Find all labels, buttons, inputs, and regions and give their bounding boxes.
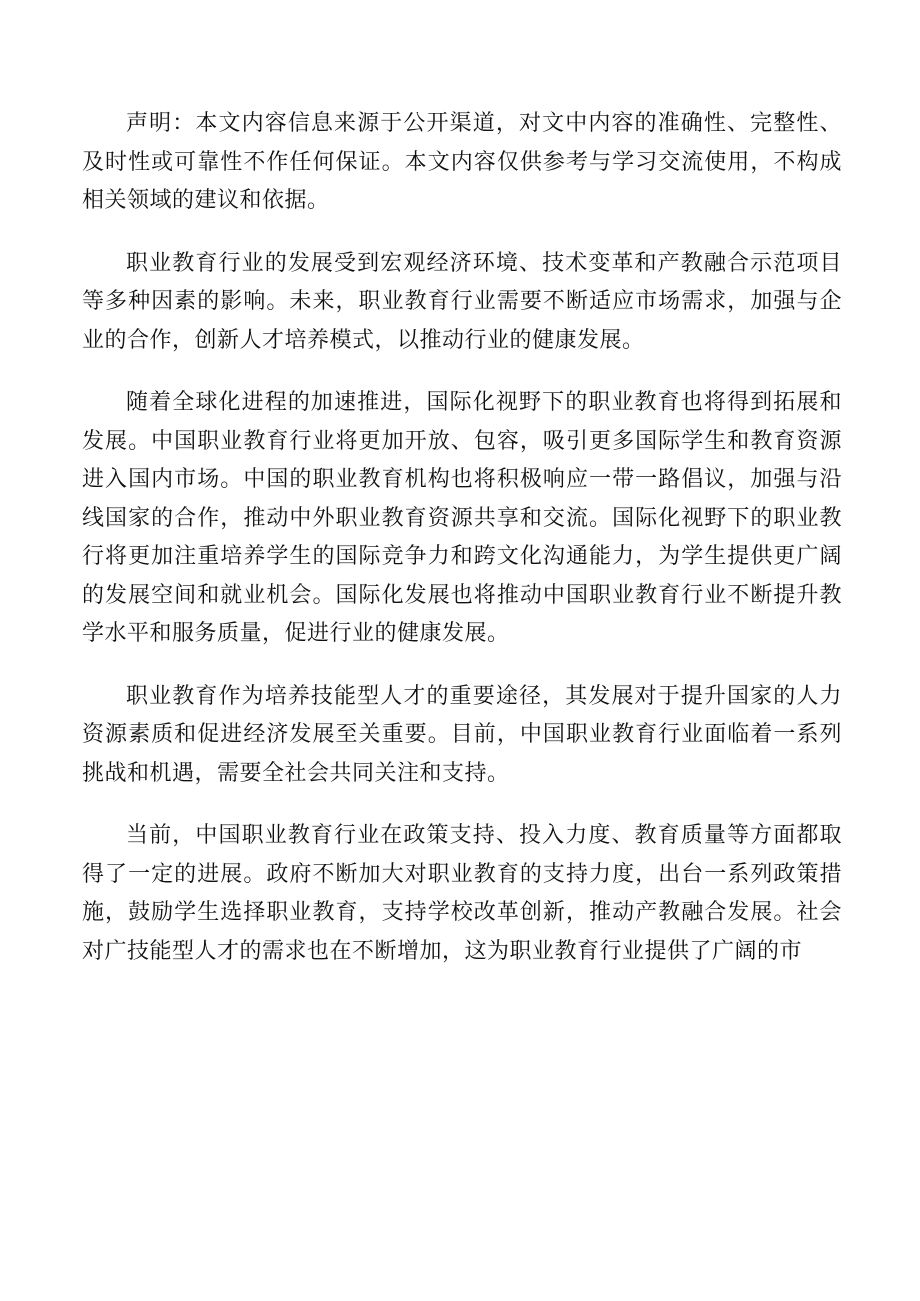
body-paragraph-2: 随着全球化进程的加速推进，国际化视野下的职业教育也将得到拓展和发展。中国职业教育行业将更加开放、包容，吸引更多国际学生和教育资源进入国内市场。中国的职业教育机构也将积极响应一带一路倡议，加强与沿线国家的合作，推动中外职业教育资源共享和交流。国际化视野下的职业教行将更加注重培养学生的国际竞争力和跨文化沟通能力，为学生提供更广阔的发展空间和就业机会。国际化发展也将推动中国职业教育行业不断提升教学水平和服务质量，促进行业的健康发展。 [82,390,842,646]
body-paragraph-4: 当前，中国职业教育行业在政策支持、投入力度、教育质量等方面都取得了一定的进展。政府不断加大对职业教育的支持力度，出台一系列政策措施，鼓励学生选择职业教育，支持学校改革创新，推动产教融合发展。社会对广技能型人才的需求也在不断增加，这为职业教育行业提供了广阔的市 [82,823,842,964]
body-paragraph-3: 职业教育作为培养技能型人才的重要途径，其发展对于提升国家的人力资源素质和促进经济发展至关重要。目前，中国职业教育行业面临着一系列挑战和机遇，需要全社会共同关注和支持。 [82,683,842,786]
body-paragraph-1: 职业教育行业的发展受到宏观经济环境、技术变革和产教融合示范项目等多种因素的影响。未来，职业教育行业需要不断适应市场需求，加强与企业的合作，创新人才培养模式，以推动行业的健康发展。 [82,250,842,353]
disclaimer-paragraph: 声明：本文内容信息来源于公开渠道，对文中内容的准确性、完整性、及时性或可靠性不作任何保证。本文内容仅供参考与学习交流使用，不构成相关领域的建议和依据。 [82,111,842,213]
document-body [82,105,842,995]
